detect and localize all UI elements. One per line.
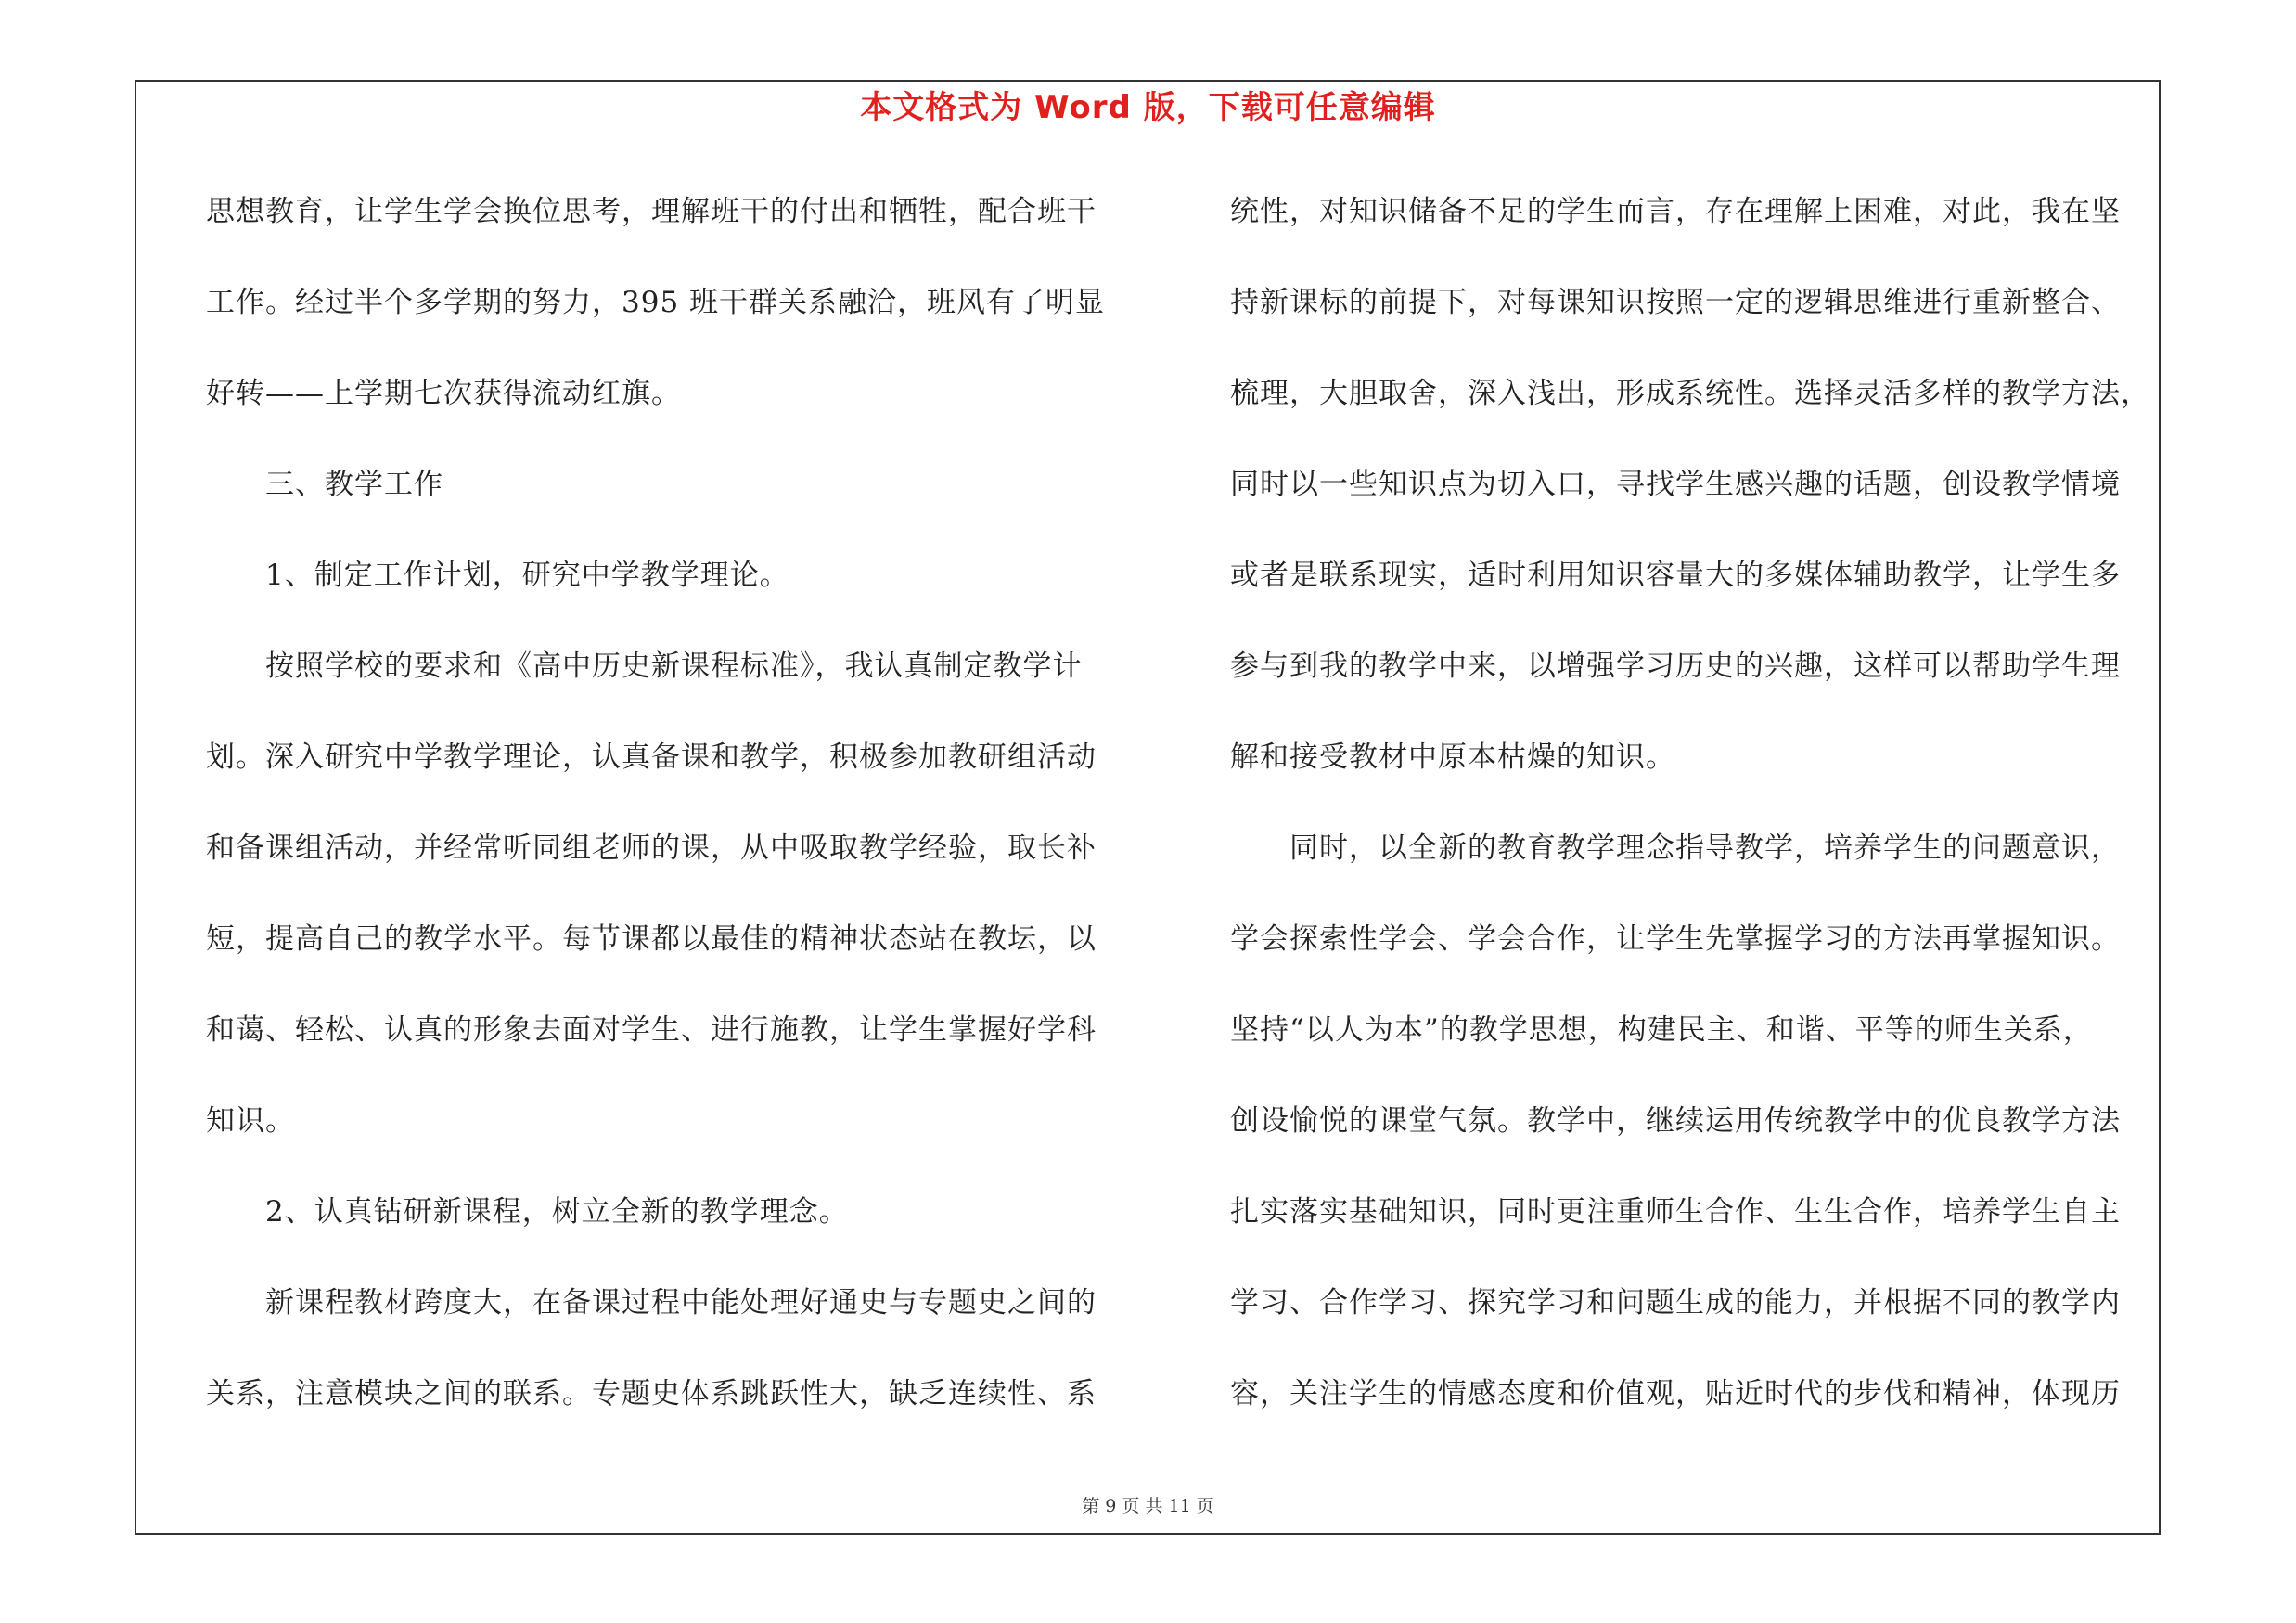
left-column	[206, 184, 1138, 1457]
text-line: 好转——上学期七次获得流动红旗。	[206, 377, 681, 410]
text-line: 思想教育，让学生学会换位思考，理解班干的付出和牺牲，配合班干	[206, 195, 1097, 228]
text-line: 学会探索性学会、学会合作，让学生先掌握学习的方法再掌握知识。	[1230, 922, 2121, 956]
text-line: 参与到我的教学中来，以增强学习历史的兴趣，这样可以帮助学生理	[1230, 650, 2121, 683]
right-column	[1230, 184, 2187, 1457]
text-line: 按照学校的要求和《高中历史新课程标准》，我认真制定教学计	[206, 650, 1083, 683]
text-line: 学习、合作学习、探究学习和问题生成的能力，并根据不同的教学内	[1230, 1286, 2121, 1320]
subsection-heading: 2、认真钻研新课程，树立全新的教学理念。	[206, 1195, 849, 1229]
text-line: 梳理，大胆取舍，深入浅出，形成系统性。选择灵活多样的教学方法，	[1230, 377, 2150, 410]
text-line: 短，提高自己的教学水平。每节课都以最佳的精神状态站在教坛，以	[206, 922, 1097, 956]
text-line: 同时，以全新的教育教学理念指导教学，培养学生的问题意识，	[1230, 831, 2121, 865]
text-line: 持新课标的前提下，对每课知识按照一定的逻辑思维进行重新整合、	[1230, 286, 2121, 319]
text-line: 统性，对知识储备不足的学生而言，存在理解上困难，对此，我在坚	[1230, 195, 2121, 228]
text-line: 或者是联系现实，适时利用知识容量大的多媒体辅助教学，让学生多	[1230, 559, 2121, 592]
text-line: 工作。经过半个多学期的努力，395 班干群关系融洽，班风有了明显	[206, 286, 1106, 319]
subsection-heading: 1、制定工作计划，研究中学教学理论。	[206, 559, 789, 592]
page-number-footer: 第 9 页 共 11 页	[1082, 1496, 1214, 1516]
section-heading: 三、教学工作	[206, 468, 443, 501]
text-line: 坚持“以人为本”的教学思想，构建民主、和谐、平等的师生关系，	[1230, 1013, 2093, 1047]
text-line: 划。深入研究中学教学理论，认真备课和教学，积极参加教研组活动	[206, 741, 1097, 774]
text-line: 容，关注学生的情感态度和价值观，贴近时代的步伐和精神，体现历	[1230, 1377, 2121, 1410]
text-line: 和蔼、轻松、认真的形象去面对学生、进行施教，让学生掌握好学科	[206, 1013, 1097, 1047]
text-line: 解和接受教材中原本枯燥的知识。	[1230, 741, 1675, 774]
format-banner: 本文格式为 Word 版，下载可任意编辑	[860, 89, 1436, 126]
text-line: 新课程教材跨度大，在备课过程中能处理好通史与专题史之间的	[206, 1286, 1097, 1320]
text-line: 知识。	[206, 1104, 295, 1138]
text-line: 同时以一些知识点为切入口，寻找学生感兴趣的话题，创设教学情境	[1230, 468, 2121, 501]
text-line: 和备课组活动，并经常听同组老师的课，从中吸取教学经验，取长补	[206, 831, 1097, 865]
text-line: 创设愉悦的课堂气氛。教学中，继续运用传统教学中的优良教学方法	[1230, 1104, 2121, 1138]
text-line: 关系，注意模块之间的联系。专题史体系跳跃性大，缺乏连续性、系	[206, 1377, 1097, 1410]
text-line: 扎实落实基础知识，同时更注重师生合作、生生合作，培养学生自主	[1230, 1195, 2121, 1229]
